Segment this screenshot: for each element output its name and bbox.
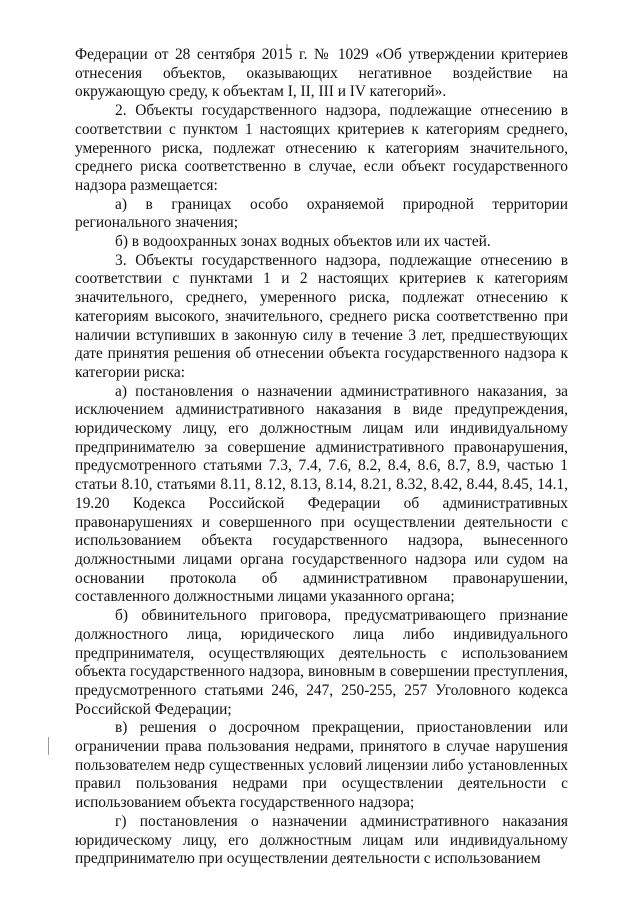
paragraph-item-3: 3. Объекты государственного надзора, подлежащие отнесению в соответствии с пунктами 1 и 2 настоящих критериев к категориям значительного, среднего, умеренного риска, подлежат отнесению к категориям высокого, значительного, среднего риска соответственно при наличии вступивших в законную силу в течение 3 лет, предшествующих дате принятия решения об отнесении объекта государственного надзора к категории риска: bbox=[75, 251, 568, 381]
document-page bbox=[75, 46, 568, 869]
paragraph-item-2a: а) в границах особо охраняемой природной территории регионального значения; bbox=[75, 195, 568, 232]
paragraph-item-2b: б) в водоохранных зонах водных объектов или их частей. bbox=[115, 233, 491, 251]
paragraph-federation-decree: Федерации от 28 сентября 2015 г. № 1029 «Об утверждении критериев отнесения объектов, оказывающих негативное воздействие на окружающую среду, к объектам I, II, III и IV категорий». bbox=[75, 46, 568, 101]
paragraph-item-3a: а) постановления о назначении административного наказания, за исключением административного наказания в виде предупреждения, юридическому лицу, его должностным лицам или индивидуальному предпринимателю за совершение административного правонарушения, предусмотренного статьями 7.3, 7.4, 7.6, 8.2, 8.4, 8.6, 8.7, 8.9, частью 1 статьи 8.10, статьями 8.11, 8.12, 8.13, 8.14, 8.21, 8.32, 8.42, 8.44, 8.45, 14.1, 19.20 Кодекса Российской Федерации об административных правонарушениях и совершенного при осуществлении деятельности с использованием объекта государственного надзора, вынесенного должностными лицами органа государственного надзора или судом на основании протокола об административном правонарушении, составленного должностными лицами указанного органа; bbox=[75, 382, 568, 606]
paragraph-item-3v: в) решения о досрочном прекращении, приостановлении или ограничении права пользования недрами, принятого в случае нарушения пользователем недр существенных условий лицензии либо установленных правил пользования недрами при осуществлении деятельности с использованием объекта государственного надзора; bbox=[75, 719, 568, 812]
margin-mark bbox=[48, 737, 49, 755]
paragraph-item-3g: г) постановления о назначении административного наказания юридическому лицу, его должностным лицам или индивидуальному предпринимателю при осуществлении деятельности с использованием bbox=[75, 812, 568, 868]
paragraph-item-3b: б) обвинительного приговора, предусматривающего признание должностного лица, юридического лица либо индивидуального предпринимателя, осуществляющих деятельность с использованием объекта государственного надзора, виновным в совершении преступления, предусмотренного статьями 246, 247, 250-255, 257 Уголовного кодекса Российской Федерации; bbox=[75, 607, 568, 718]
paragraph-item-2: 2. Объекты государственного надзора, подлежащие отнесению в соответствии с пунктом 1 настоящих критериев к категориям среднего, умеренного риска, подлежат отнесению к категориям значительного, среднего риска соответственно в случае, если объект государственного надзора размещается: bbox=[75, 102, 568, 194]
